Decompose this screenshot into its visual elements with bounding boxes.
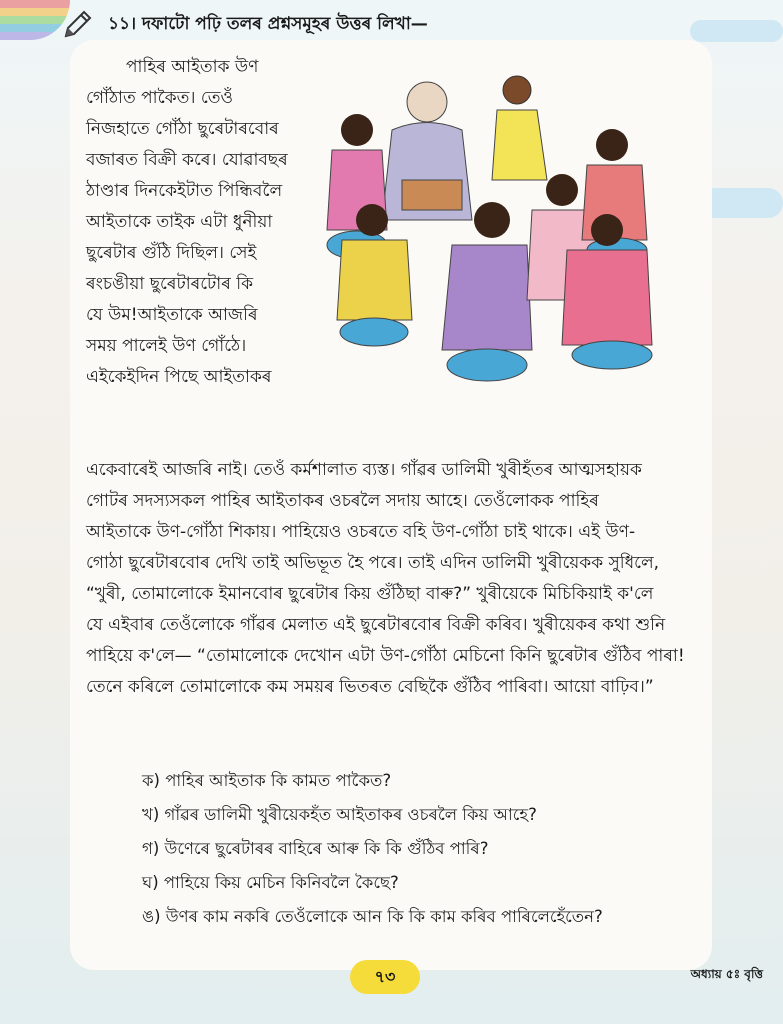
- question-item: ঙ) উণৰ কাম নকৰি তেওঁলোকে আন কি কি কাম কৰিব পাৰিলেহেঁতেন?: [142, 907, 603, 926]
- woman-figure: [442, 202, 532, 381]
- passage-line: যে এইবাৰ তেওঁলোকে গাঁৱৰ মেলাত এই ছুৰেটাৰবোৰ বিক্ৰী কৰিব। খুৰীয়েকৰ কথা শুনি: [86, 615, 666, 635]
- woman-figure: [327, 114, 387, 259]
- passage-line: ৰংচঙীয়া ছুৰেটাৰটোৰ কি: [86, 274, 253, 294]
- chapter-label: অধ্যায় ৫ঃ বৃত্তি: [690, 967, 763, 981]
- passage-line: একেবাৰেই আজৰি নাই। তেওঁ কৰ্মশালাত ব্যস্ত। গাঁৱৰ ডালিমী খুৰীহঁতৰ আত্মসহায়ক: [86, 460, 642, 480]
- grandmother-figure: [382, 82, 472, 220]
- passage-line: গোঁঠাত পাকৈত। তেওঁ: [86, 88, 234, 108]
- knitting-group-illustration: [312, 70, 670, 388]
- passage-line: ছুৰেটাৰ গুঁঠি দিছিল। সেই: [86, 243, 257, 263]
- passage-line: বজাৰত বিক্ৰী কৰে। যোৱাবছৰ: [86, 150, 288, 170]
- passage-line: পাহিৰ আইতাক উণ: [126, 57, 259, 77]
- question-item: ঘ) পাহিয়ে কিয় মেচিন কিনিবলৈ কৈছে?: [142, 873, 399, 892]
- cloud-decoration: [700, 188, 783, 218]
- passage-line: নিজহাতে গোঁঠা ছুৰেটাৰবোৰ: [86, 119, 279, 139]
- page-number-badge: ৭৩: [350, 960, 420, 994]
- passage-line: আইতাকে উণ-গোঁঠা শিকায়। পাহিয়েও ওচৰতে বহি উণ-গোঁঠা চাই থাকে। এই উণ-: [86, 522, 636, 542]
- question-item: ক) পাহিৰ আইতাক কি কামত পাকৈত?: [142, 771, 392, 790]
- passage-line: যে উম!আইতাকে আজৰি: [86, 305, 258, 325]
- passage-line: ঠাণ্ডাৰ দিনকেইটাত পিন্ধিবলৈ: [86, 181, 283, 201]
- passage-wrapped-text: [86, 52, 306, 393]
- passage-line: পাহিয়ে ক'লে— “তোমালোকে দেখোন এটা উণ-গোঁঠা মেচিনো কিনি ছুৰেটাৰ গুঁঠিব পাৰা!: [86, 646, 685, 666]
- question-item: গ) উণেৰে ছুৰেটাৰৰ বাহিৰে আৰু কি কি গুঁঠিব পাৰি?: [142, 839, 489, 858]
- exercise-header: [60, 8, 428, 42]
- question-list: [142, 764, 603, 934]
- question-item: খ) গাঁৱৰ ডালিমী খুৰীয়েকহঁত আইতাকৰ ওচৰলৈ কিয় আহে?: [142, 805, 537, 824]
- passage-line: তেনে কৰিলে তোমালোকে কম সময়ৰ ভিতৰত বেছিকৈ গুঁঠিব পাৰিবা। আয়ো বাঢ়িব।”: [86, 677, 654, 697]
- passage-line: “খুৰী, তোমালোকে ইমানবোৰ ছুৰেটাৰ কিয় গুঁঠিছা বাৰু?” খুৰীয়েকে মিচিকিয়াই ক'লে: [86, 584, 654, 604]
- exercise-title: ১১। দফাটো পঢ়ি তলৰ প্ৰশ্নসমূহৰ উত্তৰ লিখা—: [108, 14, 428, 34]
- passage-line: গোটৰ সদস্যসকল পাহিৰ আইতাকৰ ওচৰলৈ সদায় আহে। তেওঁলোকক পাহিৰ: [86, 491, 599, 511]
- passage-line: সময় পালেই উণ গোঁঠে।: [86, 336, 247, 356]
- passage-line: আইতাকে তাইক এটা ধুনীয়া: [86, 212, 273, 232]
- passage-full-text: [86, 455, 686, 703]
- girl-standing-figure: [492, 76, 547, 180]
- passage-line: এইকেইদিন পিছে আইতাকৰ: [86, 367, 272, 387]
- cloud-decoration: [690, 20, 783, 42]
- passage-line: গোঠা ছুৰেটাৰবোৰ দেখি তাই অভিভূত হৈ পৰে। তাই এদিন ডালিমী খুৰীয়েকক সুধিলে,: [86, 553, 660, 573]
- pencil-icon: [60, 8, 94, 42]
